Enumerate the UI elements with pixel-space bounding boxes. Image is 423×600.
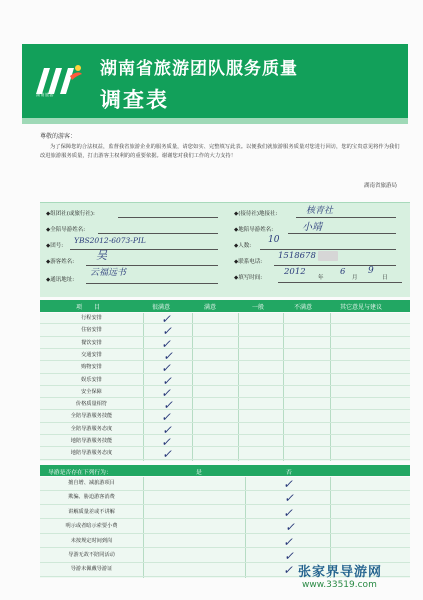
- col-header-item: 项 目: [76, 304, 101, 311]
- rating-item-label: 行程安排: [81, 315, 102, 321]
- visitor-label: ◆游客姓名:: [46, 259, 75, 265]
- form-row-address: [46, 275, 74, 283]
- local-guide-label: ◆地陪导游姓名:: [234, 227, 274, 233]
- page-title-line1: 湖南省旅游团队服务质量: [100, 59, 298, 79]
- rating-row: [40, 350, 410, 361]
- form-row-local-agency: [234, 209, 277, 217]
- rating-item-label: 价格质量相符: [75, 401, 108, 408]
- phone-value: 1518678: [278, 251, 316, 261]
- rating-row: [40, 447, 410, 462]
- people-label: ◆人数:: [234, 243, 252, 249]
- info-form: [40, 202, 410, 297]
- national-guide-line[interactable]: [98, 233, 218, 234]
- rating-row: [40, 375, 410, 386]
- check-mark[interactable]: ✓: [161, 447, 175, 462]
- people-line[interactable]: [260, 249, 396, 250]
- check-mark[interactable]: ✓: [161, 324, 175, 339]
- form-row-national-guide: [46, 225, 85, 233]
- behavior-item-label: 欺骗、胁迫游客消费: [68, 494, 115, 501]
- people-value: 10: [268, 235, 280, 245]
- visitor-value: 吴: [96, 249, 107, 262]
- behavior-row: [40, 520, 410, 534]
- behavior-col-header-yes: 是: [196, 470, 202, 476]
- form-row-people: [234, 241, 251, 249]
- check-mark[interactable]: ✓: [162, 398, 176, 413]
- rating-item-label: 娱乐安排: [81, 376, 102, 383]
- check-mark[interactable]: ✓: [160, 361, 174, 376]
- local-agency-value: 核青社: [306, 206, 334, 216]
- rating-row: [40, 361, 410, 376]
- agency-line[interactable]: [118, 217, 218, 218]
- behavior-item-label: 擅自增、减旅游项目: [68, 480, 115, 486]
- intro-body: 为了保障您的合法权益，监督我省旅游企业的服务质量，请您如实、完整填写此表。以便我们就旅游服务质量对您进行回访，您的宝贵意见将作为我们改进旅游服务质量，打击游客主权利的的重要依据。: [40, 144, 400, 159]
- phone-redaction: [318, 251, 338, 261]
- behavior-row: [40, 491, 410, 505]
- page-title-line2: 调查表: [100, 88, 169, 112]
- address-label: ◆通讯地址:: [46, 277, 75, 283]
- date-year-value: 2012: [284, 267, 306, 277]
- rating-row: [40, 324, 410, 339]
- national-guide-label: ◆全陪导游姓名:: [46, 227, 86, 233]
- form-row-local-guide: [234, 225, 273, 233]
- behavior-item-label: 导游无故不陪同活动: [68, 552, 115, 558]
- rating-row: [40, 398, 410, 413]
- rating-table-body: [40, 313, 410, 461]
- group-no-value: YBS2012-6073-PIL: [74, 236, 146, 245]
- watermark-url: www.33519.com: [302, 580, 377, 590]
- check-mark[interactable]: ✓: [160, 312, 174, 326]
- check-mark[interactable]: ✓: [162, 348, 176, 363]
- behavior-item-label: 讲解质量差或不讲解: [68, 508, 115, 515]
- behavior-row: [40, 535, 410, 549]
- check-mark[interactable]: ✓: [283, 491, 297, 506]
- agency-label: ◆组团社(或旅行社):: [46, 211, 95, 217]
- behavior-item-label: 未按规定时间到岗: [70, 537, 113, 544]
- behavior-col-header-item: 导游是否存在下列行为：: [48, 470, 112, 476]
- date-day-value: 9: [368, 266, 374, 276]
- rating-item-label: 购物安排: [81, 364, 102, 371]
- rating-item-label: 地陪导游服务技能: [70, 438, 113, 444]
- rating-item-label: 全陪导游服务态度: [70, 425, 113, 432]
- check-mark[interactable]: ✓: [284, 520, 298, 535]
- watermark-site-name: 张家界导游网: [298, 565, 383, 580]
- rating-table-header: [40, 300, 410, 312]
- address-value: 云福远书: [90, 268, 127, 278]
- header-banner: [22, 44, 408, 118]
- local-guide-value: 小靖: [302, 222, 322, 233]
- group-no-label: ◆团号:: [46, 243, 64, 249]
- behavior-row: [40, 506, 410, 520]
- col-header-satisfied: 满意: [204, 304, 217, 311]
- rating-row: [40, 410, 410, 425]
- behavior-item-label: 导游未佩戴导游证: [70, 566, 113, 573]
- check-mark[interactable]: ✓: [160, 385, 174, 400]
- date-month-value: 6: [340, 267, 346, 277]
- greeting-text: 尊敬的游客：: [40, 133, 77, 140]
- signoff-text: 湖南省旅游局: [363, 183, 397, 189]
- date-year-unit: 年: [318, 275, 324, 281]
- intro-thanks: 谢谢您对我们工作的大力支持！: [161, 153, 237, 159]
- behavior-item-label: 明示或者暗示索要小费: [65, 523, 118, 530]
- rating-row: [40, 436, 410, 447]
- check-mark[interactable]: ✓: [161, 422, 175, 437]
- header-stripe: [22, 118, 408, 124]
- logo-caption: 湖南旅游: [36, 92, 54, 97]
- check-mark[interactable]: ✓: [282, 477, 296, 491]
- rating-row: [40, 424, 410, 435]
- local-agency-label: ◆(接待社)地接社:: [234, 211, 278, 217]
- form-row-group-no: [46, 241, 63, 249]
- check-mark[interactable]: ✓: [282, 534, 296, 549]
- form-row-phone: [234, 257, 262, 265]
- check-mark[interactable]: ✓: [161, 373, 175, 388]
- form-row-visitor: [46, 257, 74, 265]
- rating-row: [40, 338, 410, 349]
- rating-item-label: 交通安排: [81, 351, 102, 358]
- form-row-agency: [46, 209, 95, 217]
- hunan-tourism-logo: [30, 54, 86, 110]
- check-mark[interactable]: ✓: [160, 435, 174, 449]
- rating-row: [40, 387, 410, 398]
- check-mark[interactable]: ✓: [282, 563, 296, 578]
- date-line[interactable]: [278, 282, 402, 283]
- date-day-unit: 日: [382, 275, 388, 281]
- check-mark[interactable]: ✓: [160, 410, 174, 425]
- form-row-date: [234, 273, 262, 281]
- behavior-col-header-no: 否: [286, 470, 292, 476]
- rating-item-label: 地陪导游服务态度: [70, 450, 113, 457]
- date-month-unit: 月: [352, 275, 358, 281]
- address-line[interactable]: [86, 283, 218, 284]
- phone-line[interactable]: [274, 265, 396, 266]
- check-mark[interactable]: ✓: [160, 336, 174, 351]
- col-header-average: 一般: [252, 304, 265, 311]
- check-mark[interactable]: ✓: [282, 505, 296, 520]
- col-header-unsatisfied: 不满意: [294, 304, 313, 311]
- local-guide-line[interactable]: [288, 233, 396, 234]
- rating-item-label: 安全保障: [81, 388, 102, 395]
- date-label: ◆填写时间:: [234, 275, 263, 281]
- intro-paragraph: [40, 143, 400, 161]
- rating-item-label: 住宿安排: [81, 327, 102, 334]
- group-no-line[interactable]: [70, 249, 218, 250]
- col-header-very-satisfied: 很满意: [152, 304, 171, 311]
- rating-item-label: 全陪导游服务技能: [70, 413, 113, 420]
- rating-row: [40, 313, 410, 324]
- col-header-comments: 其它意见与建议: [340, 304, 383, 311]
- phone-label: ◆联系电话:: [234, 259, 263, 265]
- behavior-row: [40, 477, 410, 491]
- rating-item-label: 餐饮安排: [81, 339, 102, 346]
- check-mark[interactable]: ✓: [283, 549, 297, 563]
- behavior-table-header: [40, 465, 410, 476]
